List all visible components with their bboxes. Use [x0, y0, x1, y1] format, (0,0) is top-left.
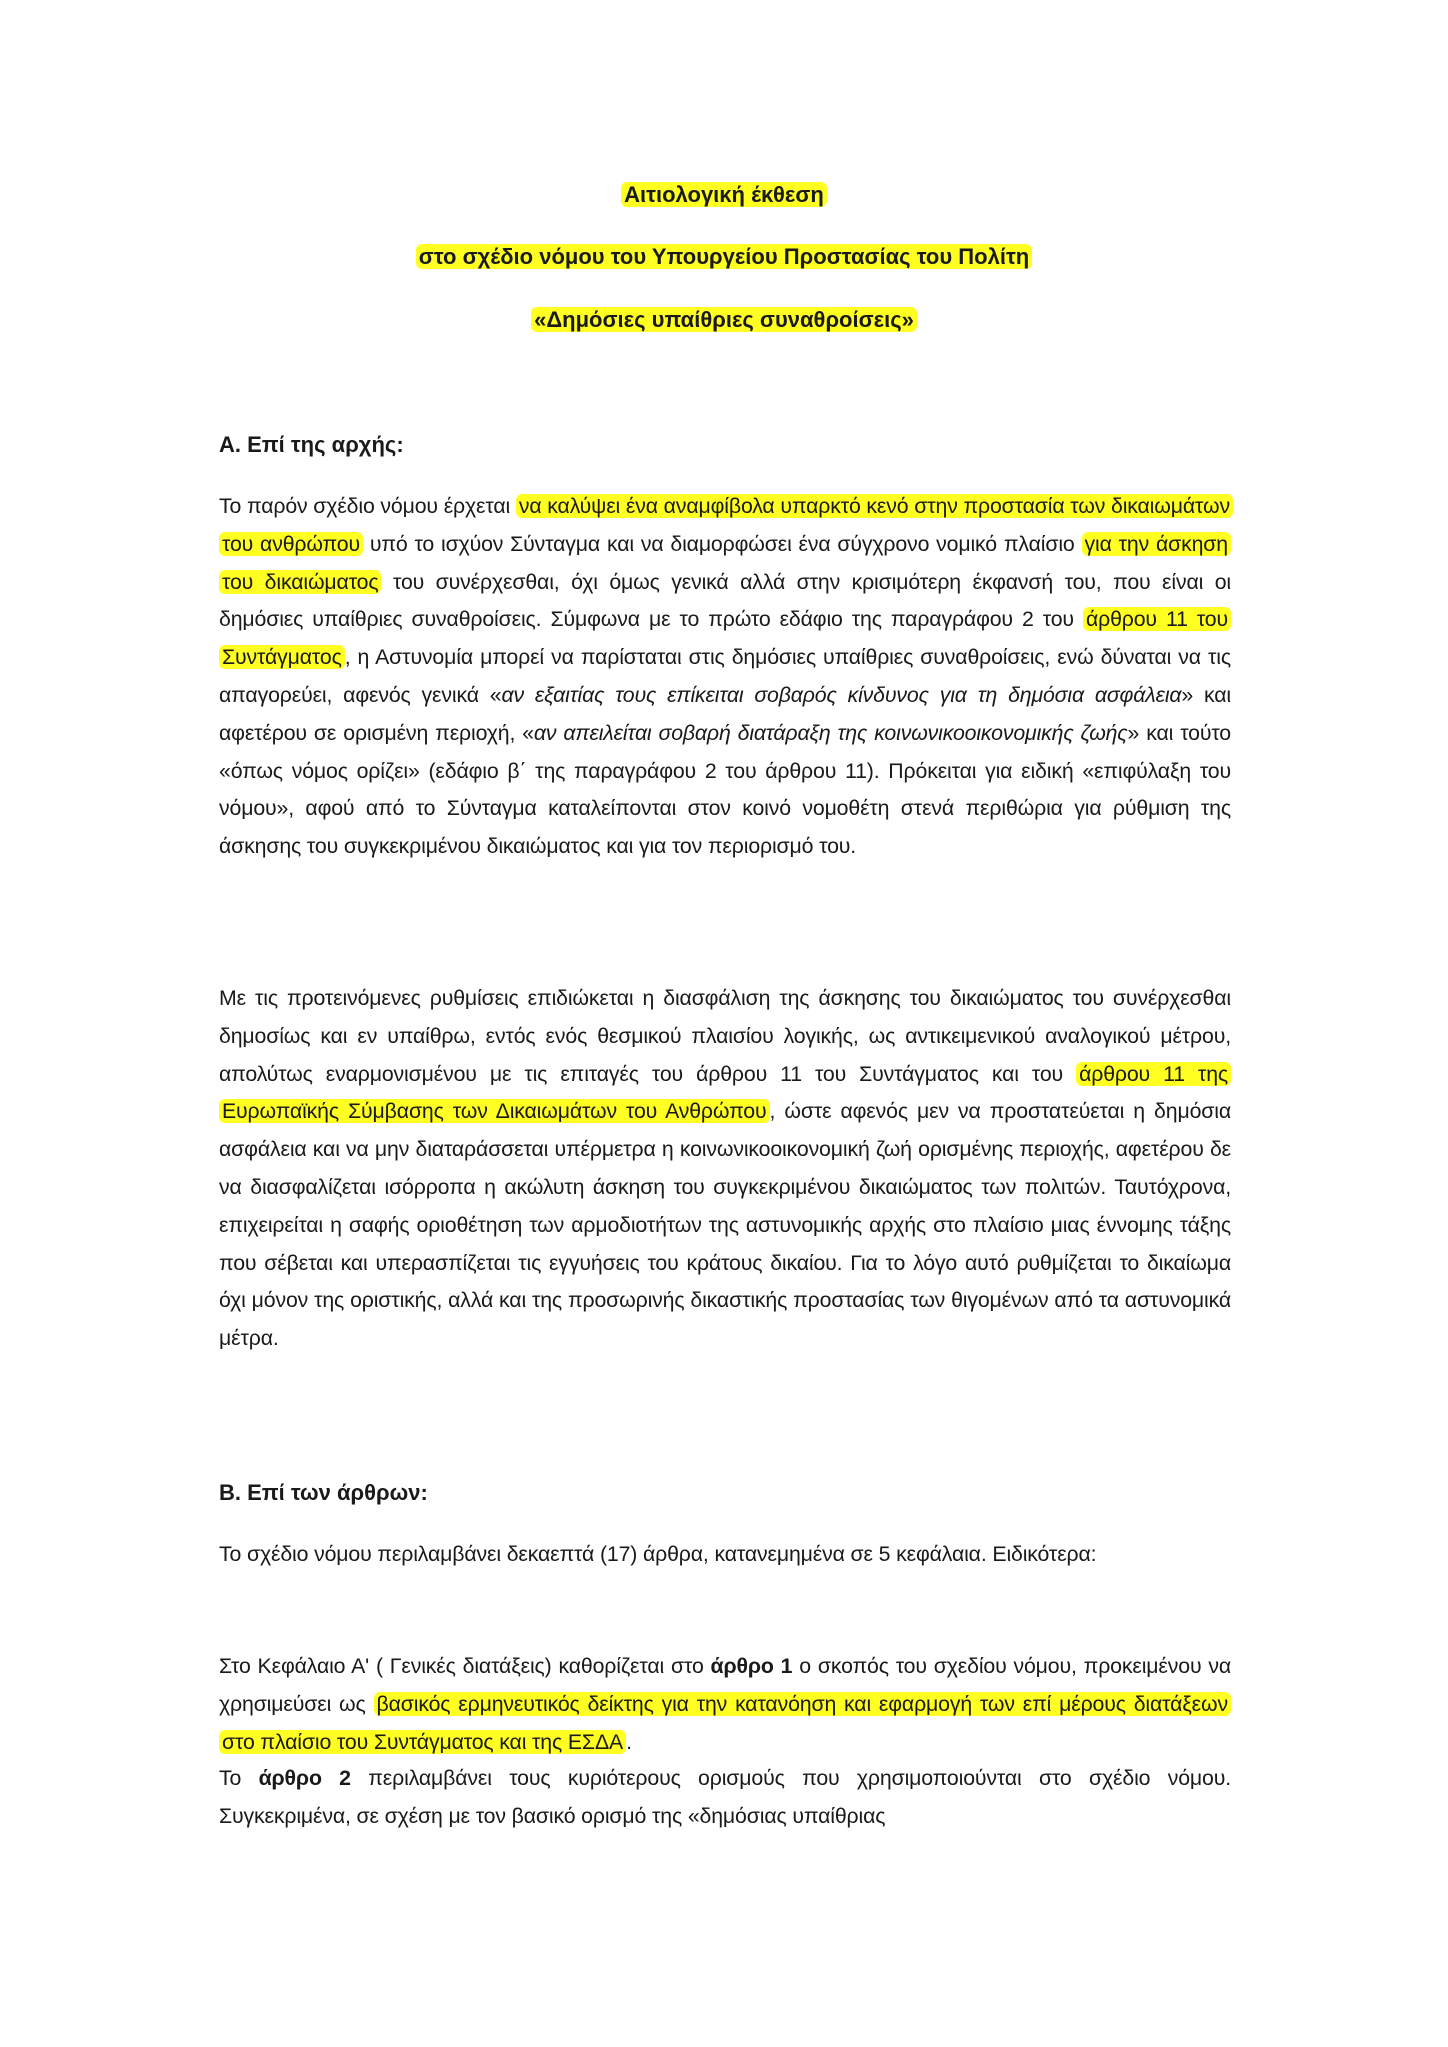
bold-article-ref: άρθρο 2 [258, 1766, 351, 1790]
section-a-paragraph-1 [219, 488, 1231, 866]
title-line-2: στο σχέδιο νόμου του Υπουργείου Προστασίας του Πολίτη [416, 244, 1032, 269]
text-run: του συνέρχεσθαι, όχι όμως γενικά αλλά στην κρισιμότερη έκφανσή του, που είναι οι δημόσιες υπαίθριες συναθροίσεις. Σύμφωνα με το πρώτο εδάφιο της παραγράφου 2 του [219, 569, 1231, 632]
highlighted-text: για την άσκηση του δικαιώματος [219, 532, 1231, 594]
document-subtitle [0, 242, 1448, 272]
text-run: . [626, 1729, 632, 1754]
highlighted-text: άρθρου 11 της Ευρωπαϊκής Σύμβασης των Δικαιωμάτων του Ανθρώπου [219, 1062, 1231, 1124]
text-run: Στο Κεφάλαιο Α' ( Γενικές διατάξεις) καθορίζεται στο [219, 1654, 711, 1678]
quoted-italic-text: αν απειλείται σοβαρή διατάραξη της κοινωνικοοικονομικής ζωής [533, 720, 1128, 745]
section-a-heading: Α. Επί της αρχής: [219, 432, 404, 457]
section-b-paragraph-2 [219, 1648, 1231, 1761]
text-run: , η Αστυνομία μπορεί να παρίσταται στις δημόσιες υπαίθριες συναθροίσεις, ενώ δύναται να τις απαγορεύει, αφενός γενικά « [219, 645, 1231, 707]
section-a-paragraph-2 [219, 980, 1231, 1358]
text-run: περιλαμβάνει τους κυριότερους ορισμούς που χρησιμοποιούνται στο σχέδιο νόμου. Συγκεκριμένα, σε σχέση με τον βασικό ορισμό της «δημόσιας υπαίθριας [219, 1766, 1231, 1828]
section-b-paragraph-1: Το σχέδιο νόμου περιλαμβάνει δεκαεπτά (17) άρθρα, κατανεμημένα σε 5 κεφάλαια. Ειδικότερα: [219, 1542, 1097, 1566]
text-run: υπό το ισχύον Σύνταγμα και να διαμορφώσει ένα σύγχρονο νομικό πλαίσιο [362, 531, 1082, 556]
text-run: ο σκοπός του σχεδίου νόμου, προκειμένου να χρησιμεύσει ως [219, 1654, 1231, 1716]
title-line-3: «Δημόσιες υπαίθριες συναθροίσεις» [531, 307, 917, 332]
quoted-italic-text: αν εξαιτίας τους επίκειται σοβαρός κίνδυνος για τη δημόσια ασφάλεια [501, 682, 1182, 707]
text-run: » και αφετέρου σε ορισμένη περιοχή, « [219, 682, 1231, 745]
bold-article-ref: άρθρο 1 [710, 1654, 793, 1678]
highlighted-text: βασικός ερμηνευτικός δείκτης για την κατανόηση και εφαρμογή των επί μέρους διατάξεων στο πλαίσιο του Συντάγματος και της ΕΣΔΑ [219, 1692, 1231, 1754]
section-b-heading: Β. Επί των άρθρων: [219, 1480, 428, 1505]
title-line-1: Αιτιολογική έκθεση [621, 182, 827, 207]
section-b-paragraph-3 [219, 1760, 1231, 1836]
document-title [0, 180, 1448, 210]
text-run: » και τούτο «όπως νόμος ορίζει» (εδάφιο β΄ της παραγράφου 2 του άρθρου 11). Πρόκειται για ειδική «επιφύλαξη του νόμου», αφού από το Σύνταγμα καταλείπονται στον κοινό νομοθέτη στενά περιθώρια για ρύθμιση της άσκησης του συγκεκριμένου δικαιώματος και για τον περιορισμό του. [219, 720, 1231, 859]
text-run: , ώστε αφενός μεν να προστατεύεται η δημόσια ασφάλεια και να μην διαταράσσεται υπέρμετρα η κοινωνικοοικονομική ζωή ορισμένης περιοχής, αφετέρου δε να διασφαλίζεται ισόρροπα η ακώλυτη άσκηση του συγκεκριμένου δικαιώματος των πολιτών. Ταυτόχρονα, επιχειρείται η σαφής οριοθέτηση των αρμοδιοτήτων της αστυνομικής αρχής στο πλαίσιο μιας έννομης τάξης που σέβεται και υπερασπίζεται τις εγγυήσεις του κράτους δικαίου. Για το λόγο αυτό ρυθμίζεται το δικαίωμα όχι μόνον της οριστικής, αλλά και της προσωρινής δικαστικής προστασίας των θιγομένων από τα αστυνομικά μέτρα. [219, 1099, 1232, 1351]
highlighted-text: άρθρου 11 του Συντάγματος [219, 607, 1231, 669]
text-run: Με τις προτεινόμενες ρυθμίσεις επιδιώκεται η διασφάλιση της άσκησης του δικαιώματος του συνέρχεσθαι δημοσίως και εν υπαίθρω, εντός ενός θεσμικού πλαισίου λογικής, ως αντικειμενικού αναλογικού μέτρου, απολύτως εναρμονισμένου με τις επιταγές του άρθρου 11 του Συντάγματος και του [219, 986, 1231, 1086]
text-run: Το παρόν σχέδιο νόμου έρχεται [219, 494, 516, 518]
text-run: Το [219, 1766, 259, 1790]
highlighted-text: να καλύψει ένα αναμφίβολα υπαρκτό κενό στην προστασία των δικαιωμάτων του ανθρώπου [219, 494, 1233, 556]
bill-name [0, 305, 1448, 335]
